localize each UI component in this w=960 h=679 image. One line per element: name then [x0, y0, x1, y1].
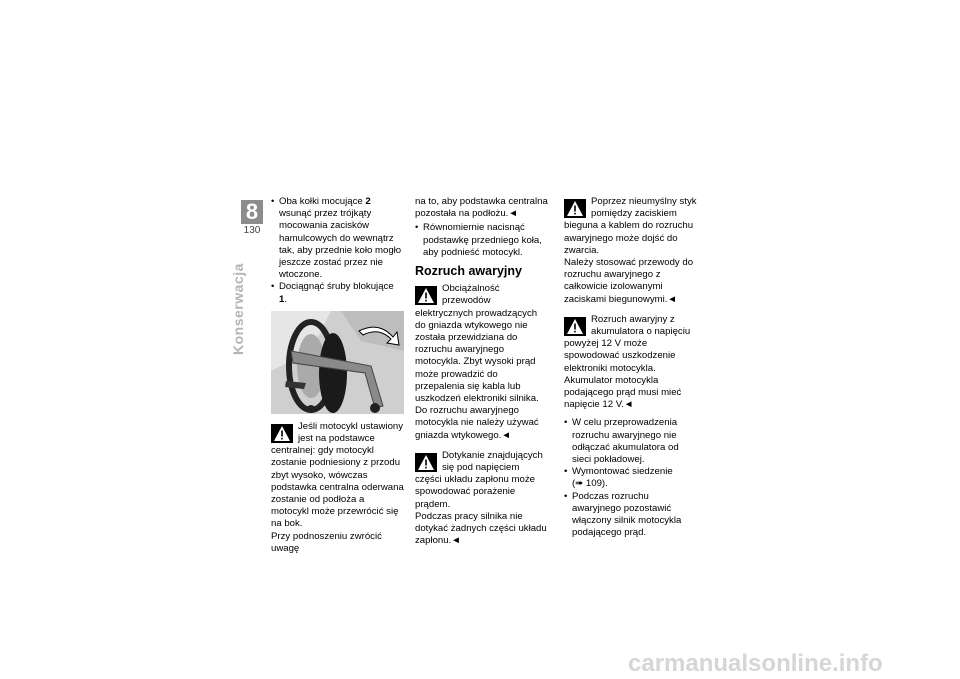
list-item: • Równomiernie nacisnąć podstawkę przedniego koła, aby podnieść motocykl.	[415, 222, 548, 259]
chapter-number: 8	[241, 200, 263, 224]
column-3	[564, 196, 697, 539]
paragraph: Przy podnoszeniu zwrócić uwagę	[271, 530, 382, 554]
warning-block	[415, 450, 548, 511]
list-item: • Wymontować siedzenie (➠ 109).	[564, 466, 697, 490]
watermark: carmanualsonline.info	[628, 650, 883, 677]
warning-text: Jeśli motocykl ustawiony jest na podstawce centralnej: gdy motocykl zostanie podniesiony z przodu zbyt wysoko, wówczas podstawka centralna oderwana zostanie od podłoża a motocykl może przewrócić się na bok.	[271, 420, 404, 530]
front-wheel-stand-photo	[271, 311, 404, 414]
warning-text: Poprzez nieumyślny styk pomiędzy zaciskiem bieguna a kablem do rozruchu awaryjnego może dojść do zwarcia.	[564, 196, 697, 256]
warning-triangle-icon	[271, 424, 293, 443]
warning-text: Obciążalność przewodów elektrycznych prowadzących do gniazda wtykowego nie została przewidziana do rozruchu awaryjnego motocykla. Zbyt wysoki prąd może prowadzić do przepalenia się kabla lub uszkodzeń elektroniki silnika.	[415, 283, 539, 405]
warning-block	[271, 421, 404, 531]
list-item: • Oba kołki mocujące 2 wsunąć przez trójkąty mocowania zacisków hamulcowych do wewnątrz tak, aby przednie koło mogło jeszcze zostać przez nie wtoczone.	[271, 196, 404, 281]
warning-text: Dotykanie znajdujących się pod napięciem części układu zapłonu może spowodować porażenie prądem.	[415, 449, 543, 510]
paragraph: Akumulator motocykla podającego prąd musi mieć napięcie 12 V.◄	[564, 374, 682, 411]
paragraph: Należy stosować przewody do rozruchu awaryjnego z całkowicie izolowanymi zaciskami biegunowymi.◄	[564, 257, 694, 305]
section-label: Konserwacja	[230, 263, 246, 355]
list-item: • Podczas rozruchu awaryjnego pozostawić włączony silnik motocykla podającego prąd.	[564, 491, 697, 540]
warning-triangle-icon	[564, 317, 586, 336]
paragraph: Do rozruchu awaryjnego motocykla nie należy używać gniazda wtykowego.◄	[415, 405, 539, 441]
column-1	[271, 196, 404, 555]
warning-triangle-icon	[415, 286, 437, 305]
column-2	[415, 196, 548, 547]
page-reference[interactable]: (➠ 109).	[572, 478, 608, 490]
list-item: • Dociągnąć śruby blokujące 1.	[271, 281, 404, 305]
warning-text: Rozruch awaryjny z akumulatora o napięciu powyżej 12 V może spowodować uszkodzenie elektroniki motocykla.	[564, 313, 691, 374]
warning-triangle-icon	[415, 453, 437, 472]
list-item: • W celu przeprowadzenia rozruchu awaryjnego nie odłączać akumulatora od sieci pokładowej.	[564, 417, 697, 466]
paragraph: na to, aby podstawka centralna pozostała na podłożu.◄	[415, 196, 548, 220]
warning-triangle-icon	[564, 199, 586, 218]
warning-block	[564, 314, 697, 375]
paragraph: Podczas pracy silnika nie dotykać żadnych części układu zapłonu.◄	[415, 510, 547, 547]
section-heading: Rozruch awaryjny	[415, 264, 522, 279]
warning-block	[415, 283, 548, 405]
warning-block	[564, 196, 697, 257]
page-number: 130	[243, 225, 261, 236]
